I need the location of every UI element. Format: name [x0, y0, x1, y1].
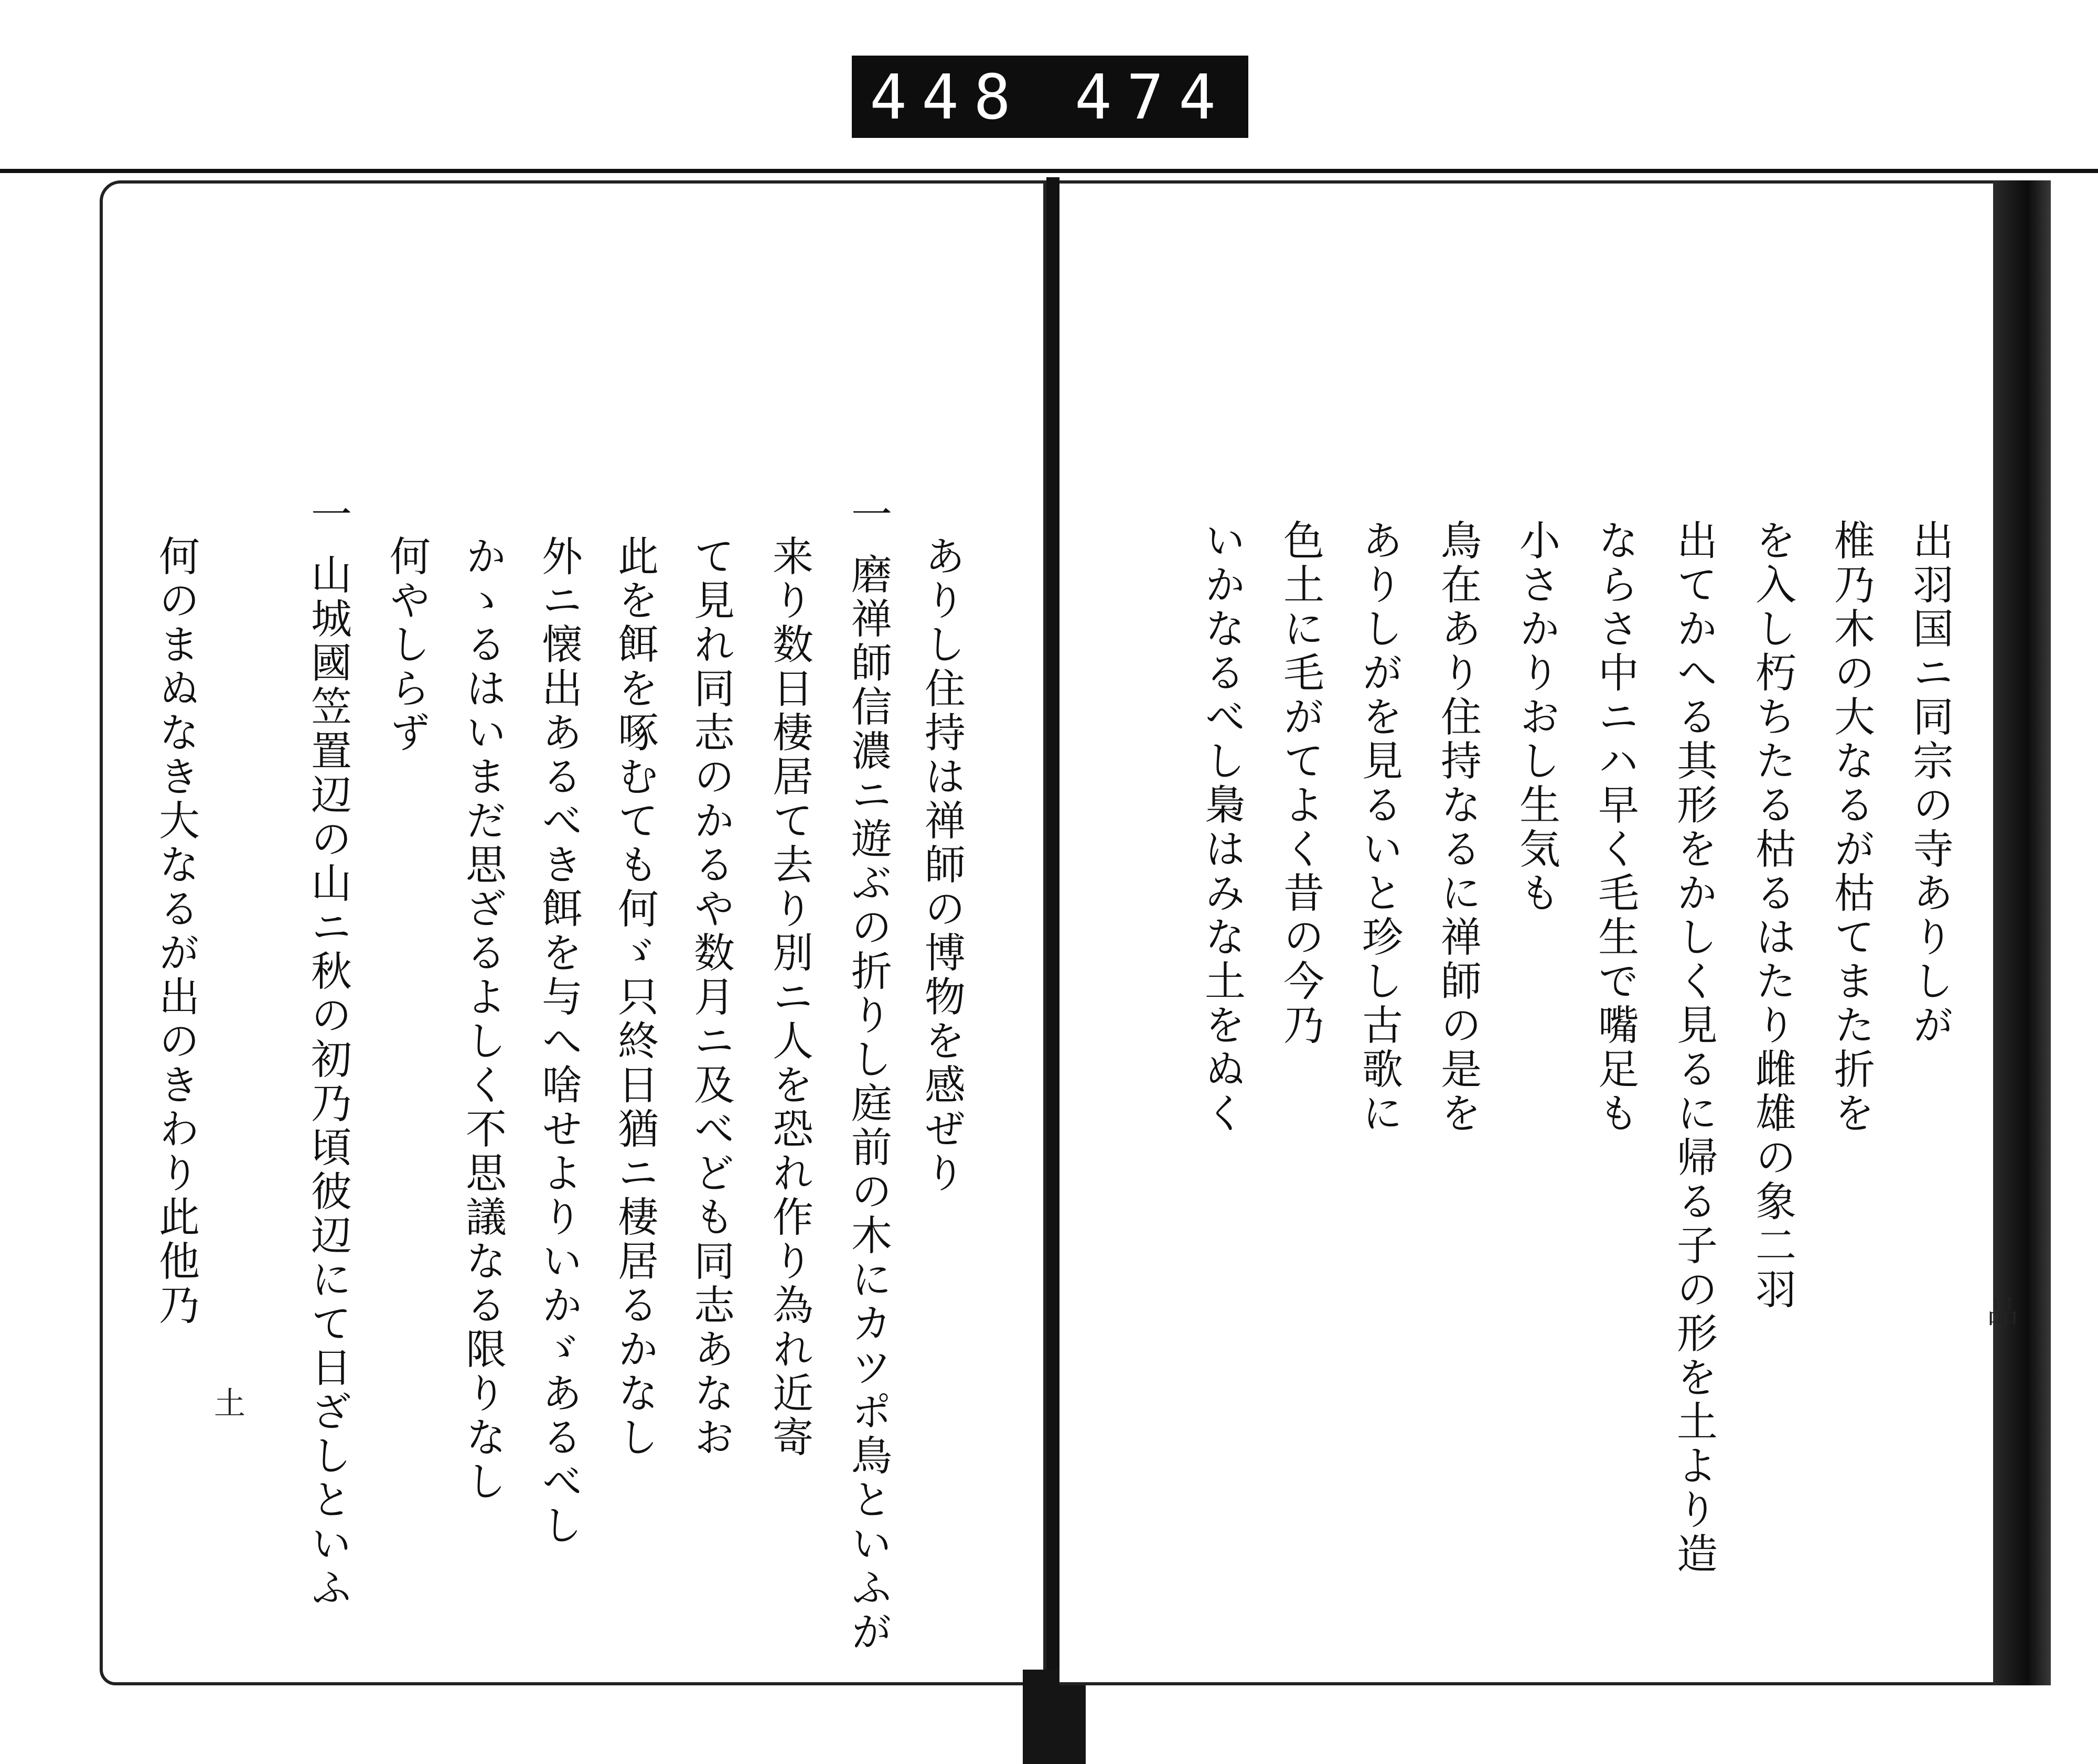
right-column-6: 小さかりおし生気も — [1513, 519, 1560, 916]
left-column-8: 何やしらず — [383, 535, 430, 755]
left-column-10: 何のまぬなき大なるが出のきわり此他乃 — [152, 535, 199, 1328]
right-column-10: いかなるべし梟はみな土をぬく — [1198, 519, 1245, 1136]
right-column-7: 鳥在あり住持なるに禅師の是を — [1434, 519, 1481, 1136]
right-column-4: 出てかへる其形をかしく見るに帰る子の形を土より造 — [1670, 519, 1717, 1576]
right-column-5: ならさ中ニハ早く毛生で嘴足も — [1591, 519, 1639, 1136]
left-margin-mark: 土 — [209, 1386, 245, 1418]
open-book — [100, 180, 2014, 1685]
left-page — [100, 180, 1046, 1685]
book-spine — [1046, 177, 1059, 1729]
left-column-3: 来り数日棲居て去り別ニ人を恐れ作り為れ近寄 — [766, 535, 813, 1460]
left-column-9: 一 山城國笠置辺の山ニ秋の初乃頃彼辺にて日ざしといふ — [304, 493, 351, 1610]
right-page — [1059, 180, 2009, 1685]
right-margin-mark: 品 — [1982, 1295, 2018, 1327]
top-rule — [0, 169, 2098, 173]
frame-number-right: 474 — [1074, 60, 1230, 133]
left-column-5: 此を餌を啄むても何ゞ只終日猶ニ棲居るかなし — [611, 535, 658, 1460]
right-column-9: 色土に毛がてよく昔の今乃 — [1277, 519, 1324, 1048]
left-column-4: て見れ同志のかるや数月ニ及べども同志あなお — [687, 535, 734, 1460]
right-column-8: ありしがを見るいと珍し古歌に — [1355, 519, 1403, 1136]
right-column-1: 出羽国ニ同宗の寺ありしが — [1906, 519, 1953, 1048]
left-column-6: 外ニ懐出あるべき餌を与へ啥せよりいかゞあるべし — [535, 535, 582, 1548]
frame-number-label — [852, 56, 1248, 138]
frame-number-left: 448 — [870, 60, 1026, 133]
left-column-1: ありし住持は禅師の博物を感ぜり — [918, 535, 965, 1196]
right-page-edge — [1993, 180, 2051, 1685]
left-column-7: かゝるはいまだ思ざるよしく不思議なる限りなし — [459, 535, 506, 1504]
right-column-2: 椎乃木の大なるが枯てまた折を — [1827, 519, 1875, 1136]
right-column-3: を入し朽ちたる枯るはたり雌雄の象二羽 — [1749, 519, 1796, 1312]
left-column-2: 一 磨禅師信濃ニ遊ぶの折りし庭前の木にカツポ鳥といふが — [844, 493, 892, 1654]
